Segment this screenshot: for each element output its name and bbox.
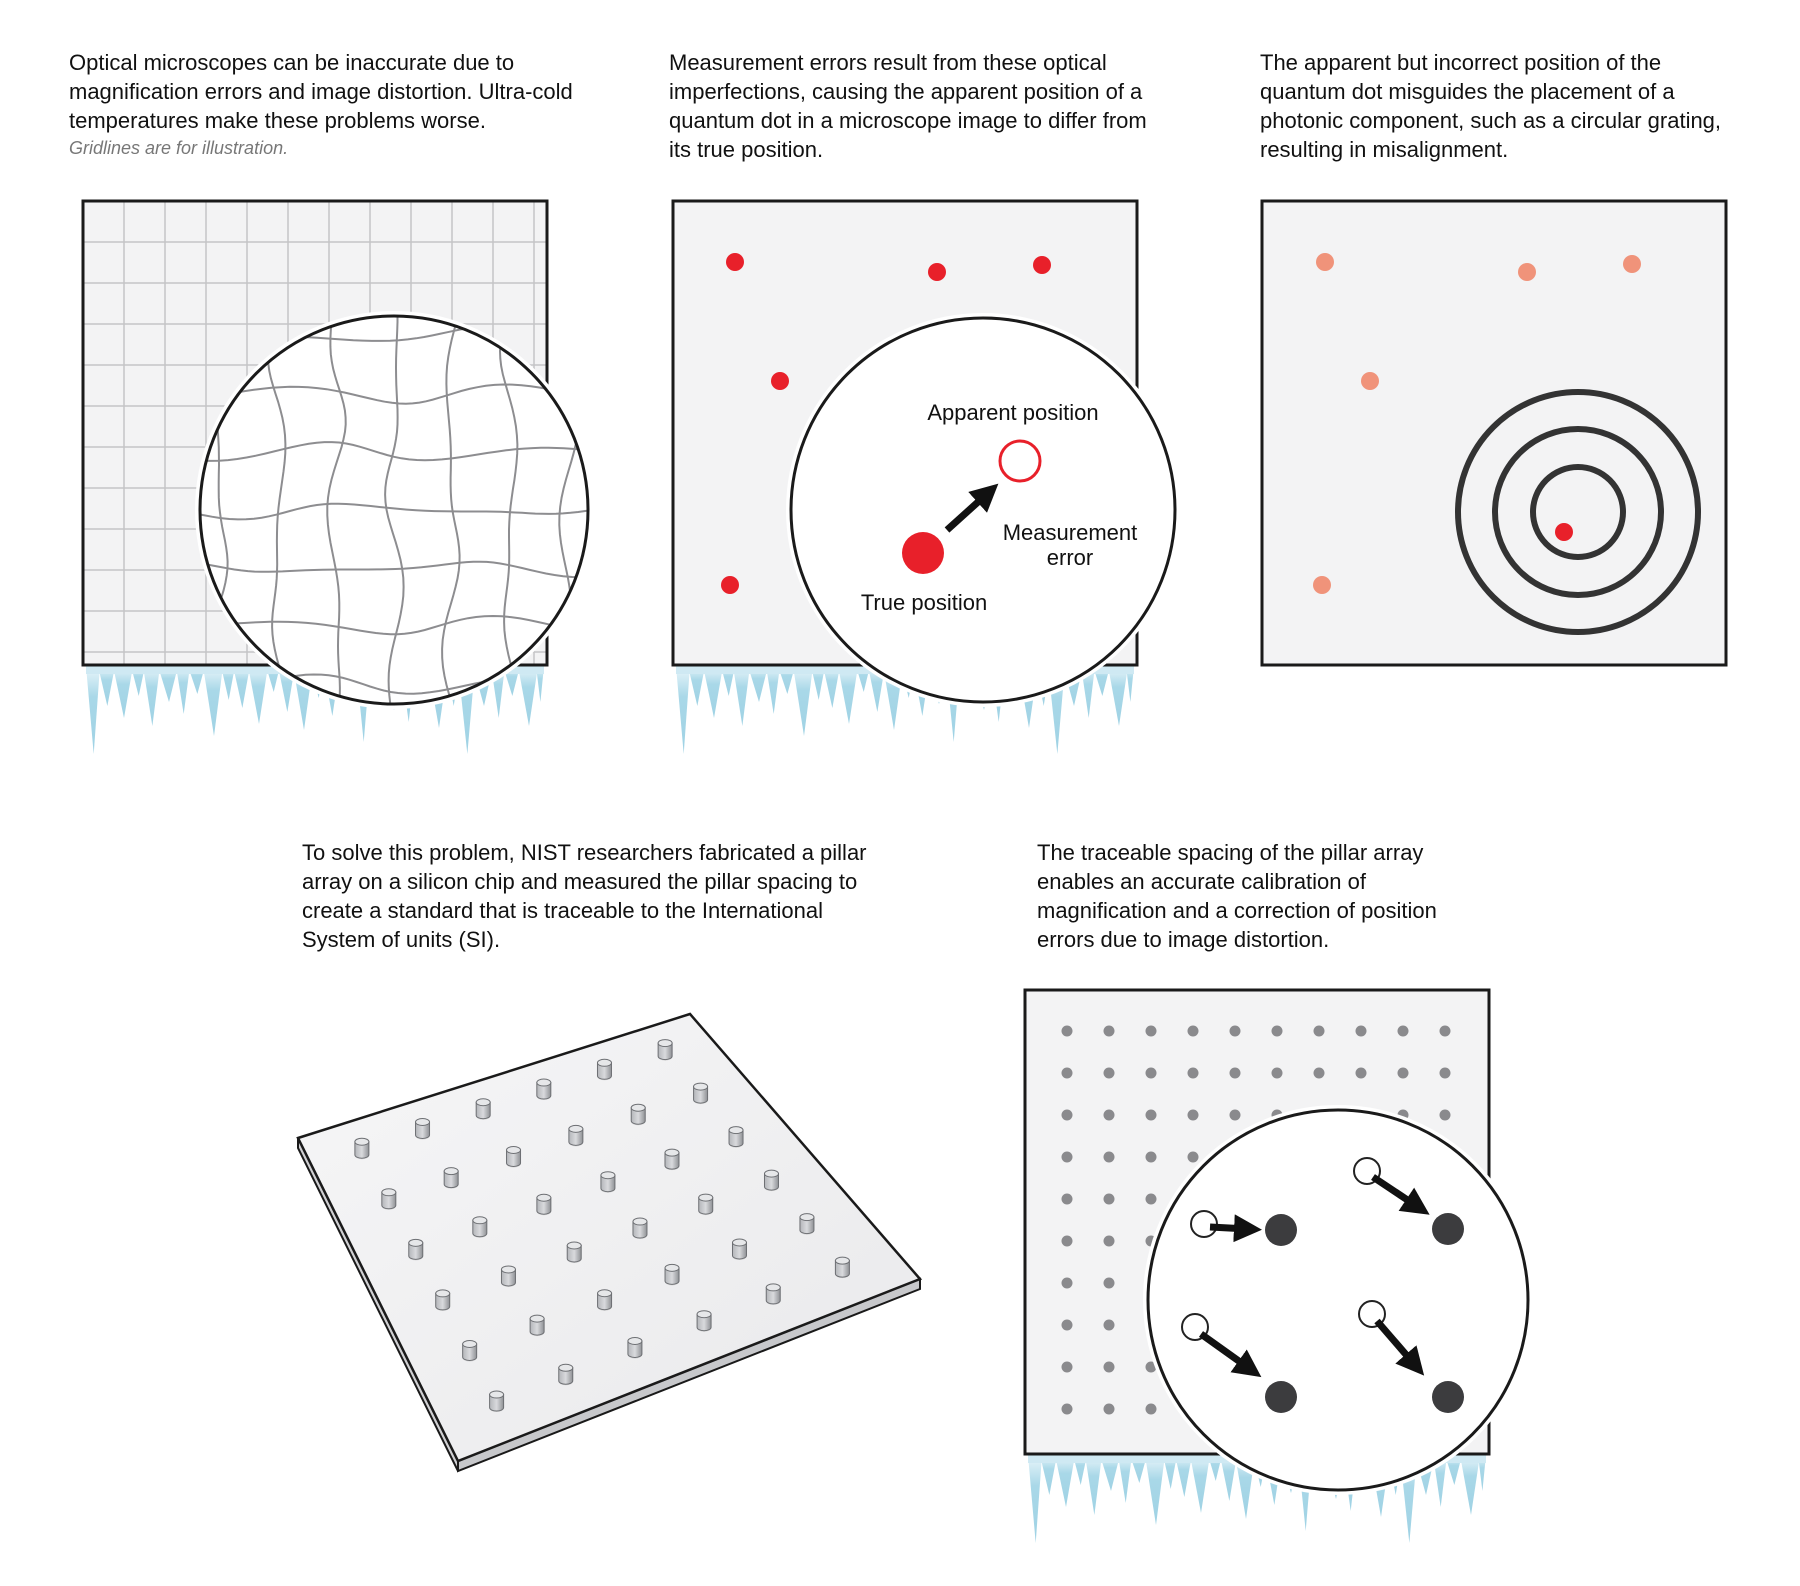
- icicle: [143, 666, 160, 726]
- pillar-dot: [1356, 1068, 1367, 1079]
- apparent-dot: [1316, 253, 1334, 271]
- magnifier-position-error: [791, 318, 1175, 702]
- quantum-dot: [1033, 256, 1051, 274]
- distorted-gridline: [617, 296, 636, 717]
- icicle: [1145, 1455, 1165, 1525]
- pillar: [764, 1170, 778, 1191]
- pillar-dot: [1314, 1068, 1325, 1079]
- apparent-position-marker: [1000, 441, 1040, 481]
- pillar: [628, 1337, 642, 1358]
- caption-text-2: Measurement errors result from these optical imperfections, causing the apparent position of a quantum dot in a microscope image to differ from its true position.: [669, 50, 1147, 162]
- pillar: [729, 1127, 743, 1148]
- pillar-dot: [1104, 1152, 1115, 1163]
- pillar-dot: [1062, 1404, 1073, 1415]
- icicle: [248, 666, 268, 724]
- corrected-position-marker: [1265, 1381, 1297, 1413]
- true-quantum-dot: [1555, 523, 1573, 541]
- pillar-dot: [1230, 1026, 1241, 1037]
- true-position-label: True position: [860, 590, 988, 615]
- pillar-dot: [1314, 1026, 1325, 1037]
- pillar-dot: [1062, 1362, 1073, 1373]
- pillar: [732, 1239, 746, 1260]
- pillar: [382, 1189, 396, 1210]
- pillar-dot: [1440, 1068, 1451, 1079]
- distorted-gridline: [181, 733, 600, 752]
- icicle: [1028, 1455, 1042, 1543]
- apparent-dot: [1313, 576, 1331, 594]
- pillar-dot: [1272, 1026, 1283, 1037]
- illustration-note: Gridlines are for illustration.: [69, 138, 289, 158]
- pillar-dot: [1440, 1026, 1451, 1037]
- pillar-dot: [1104, 1320, 1115, 1331]
- panel-3-misalignment: [1262, 201, 1726, 665]
- icicle: [1085, 1455, 1102, 1515]
- pillar: [567, 1242, 581, 1263]
- pillar-dot: [1104, 1404, 1115, 1415]
- icicle: [1190, 1455, 1210, 1513]
- apparent-position-label: Apparent position: [927, 400, 1099, 425]
- pillar-dot: [1146, 1152, 1157, 1163]
- pillar: [665, 1149, 679, 1170]
- icicle: [1460, 1455, 1480, 1515]
- pillar-dot: [1104, 1278, 1115, 1289]
- pillar: [697, 1311, 711, 1332]
- pillar-dot: [1146, 1026, 1157, 1037]
- pillar: [355, 1138, 369, 1159]
- chip-top-surface: [298, 1014, 920, 1461]
- icicle: [518, 666, 538, 726]
- panel-5-calibration: [1025, 990, 1528, 1490]
- pillar-dot: [1188, 1110, 1199, 1121]
- magnifier-outline-5: [1148, 1110, 1528, 1490]
- pillar-dot: [1272, 1068, 1283, 1079]
- apparent-dot: [1518, 263, 1536, 281]
- pillar: [699, 1194, 713, 1215]
- quantum-dot: [721, 576, 739, 594]
- caption-text-1: Optical microscopes can be inaccurate due to magnification errors and image distortion. Ultra-cold temperatures make these problems worse.: [69, 50, 573, 133]
- magnifier-outline-2: [791, 318, 1175, 702]
- pillar-dot: [1188, 1152, 1199, 1163]
- pillar-dot: [1146, 1194, 1157, 1205]
- corrected-position-marker: [1265, 1214, 1297, 1246]
- icicle: [733, 666, 750, 726]
- pillar: [537, 1194, 551, 1215]
- pillar: [559, 1364, 573, 1385]
- pillar: [476, 1099, 490, 1120]
- pillar-dot: [1062, 1320, 1073, 1331]
- icicle: [1108, 666, 1128, 726]
- pillar: [537, 1079, 551, 1100]
- measurement-error-label-line2: error: [1046, 545, 1094, 570]
- pillar: [416, 1118, 430, 1139]
- pillar-dot: [1104, 1236, 1115, 1247]
- pillar-dot: [1188, 1068, 1199, 1079]
- pillar-dot: [1146, 1068, 1157, 1079]
- pillar: [766, 1284, 780, 1305]
- pillar: [490, 1391, 504, 1412]
- pillar-dot: [1062, 1110, 1073, 1121]
- pillar-dot: [1230, 1110, 1241, 1121]
- pillar-dot: [1062, 1152, 1073, 1163]
- quantum-dot: [928, 263, 946, 281]
- pillar-dot: [1062, 1068, 1073, 1079]
- pillar-dot: [1188, 1026, 1199, 1037]
- pillar: [530, 1315, 544, 1336]
- pillar: [501, 1266, 515, 1287]
- pillar: [507, 1147, 521, 1168]
- correction-arrow: [1210, 1227, 1248, 1229]
- pillar-dot: [1398, 1068, 1409, 1079]
- pillar-dot: [1062, 1236, 1073, 1247]
- magnifier-correction: [1148, 1110, 1528, 1490]
- pillar-dot: [1146, 1110, 1157, 1121]
- pillar: [631, 1104, 645, 1125]
- pillar: [800, 1214, 814, 1235]
- pillar-dot: [1104, 1068, 1115, 1079]
- pillar: [444, 1168, 458, 1189]
- pillar: [665, 1264, 679, 1285]
- icicle: [203, 666, 223, 736]
- pillar: [658, 1040, 672, 1061]
- quantum-dot: [771, 372, 789, 390]
- icicle: [838, 666, 858, 724]
- pillar-dot: [1104, 1362, 1115, 1373]
- pillar-dot: [1062, 1026, 1073, 1037]
- quantum-dot: [726, 253, 744, 271]
- corrected-position-marker: [1432, 1381, 1464, 1413]
- pillar: [598, 1290, 612, 1311]
- pillar-dot: [1398, 1026, 1409, 1037]
- pillar: [835, 1257, 849, 1278]
- pillar: [463, 1340, 477, 1361]
- pillar-dot: [1062, 1278, 1073, 1289]
- icicle: [86, 666, 100, 754]
- panel-2-measurement-error: [673, 201, 1175, 702]
- pillar-dot: [1440, 1110, 1451, 1121]
- pillar-dot: [1104, 1110, 1115, 1121]
- pillar: [409, 1239, 423, 1260]
- caption-text-5: The traceable spacing of the pillar array enables an accurate calibration of magnification and a correction of position errors due to image distortion.: [1037, 840, 1437, 952]
- true-position-marker: [902, 532, 944, 574]
- caption-text-4: To solve this problem, NIST researchers fabricated a pillar array on a silicon chip and measured the pillar spacing to create a standard that is traceable to the International System of units (SI).: [302, 840, 867, 952]
- pillar: [569, 1125, 583, 1146]
- pillar: [473, 1217, 487, 1238]
- apparent-dot: [1623, 255, 1641, 273]
- corrected-position-marker: [1432, 1213, 1464, 1245]
- icicle: [793, 666, 813, 736]
- pillar-dot: [1230, 1068, 1241, 1079]
- pillar-dot: [1062, 1194, 1073, 1205]
- pillar-dot: [1104, 1026, 1115, 1037]
- pillar: [694, 1083, 708, 1104]
- caption-text-3: The apparent but incorrect position of the quantum dot misguides the placement of a photonic component, such as a circular grating, resulting in misalignment.: [1260, 50, 1722, 162]
- pillar-dot: [1146, 1404, 1157, 1415]
- apparent-dot: [1361, 372, 1379, 390]
- pillar: [633, 1218, 647, 1239]
- panel-4-pillar-chip: [298, 1014, 920, 1471]
- pillar-dot: [1104, 1194, 1115, 1205]
- measurement-error-label-line1: Measurement: [1002, 520, 1138, 545]
- pillar: [436, 1290, 450, 1311]
- pillar-dot: [1356, 1026, 1367, 1037]
- pillar: [597, 1059, 611, 1080]
- icicle: [676, 666, 690, 754]
- pillar: [601, 1172, 615, 1193]
